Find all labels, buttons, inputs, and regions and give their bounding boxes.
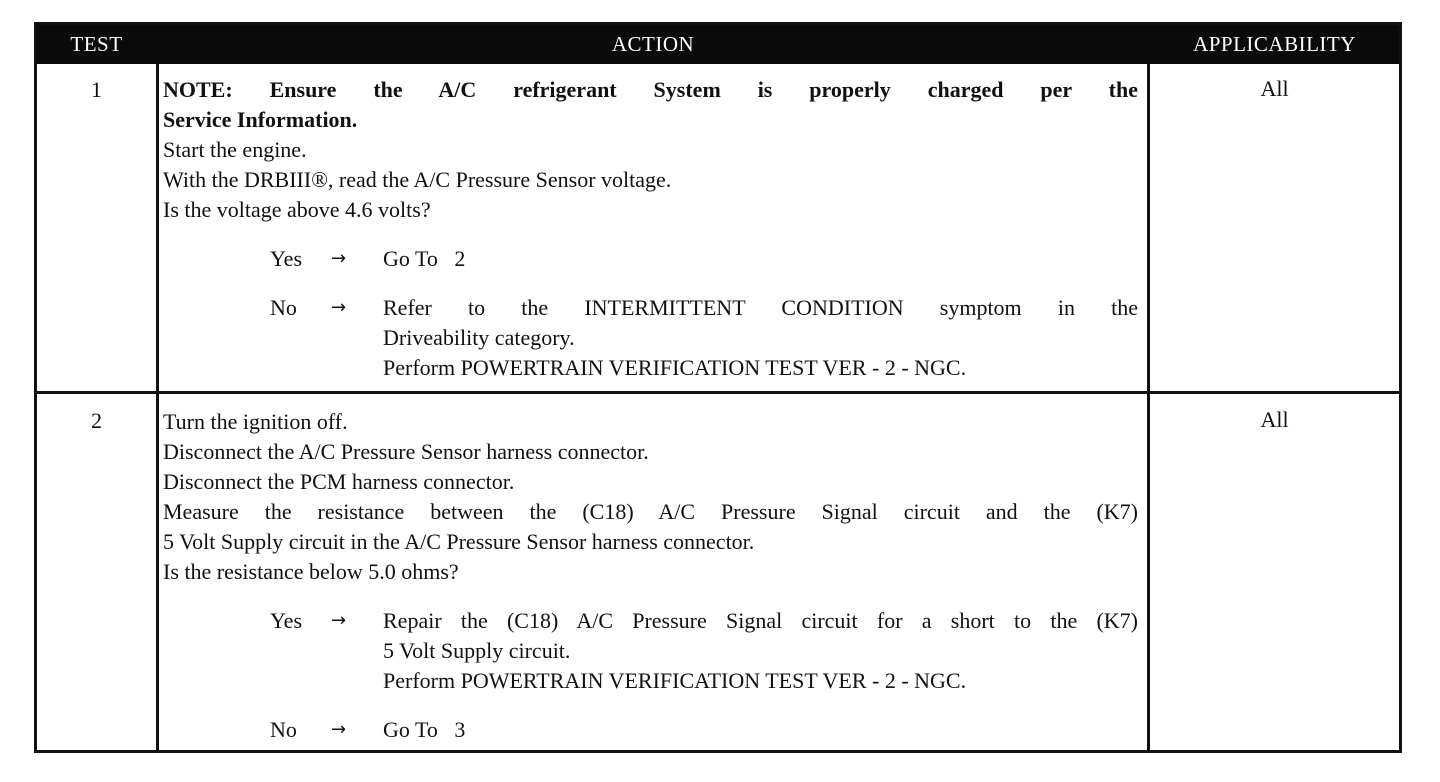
test-number: 2 bbox=[91, 408, 102, 433]
yes-label: Yes bbox=[270, 246, 303, 271]
yes-branch bbox=[163, 244, 1138, 274]
test-number: 1 bbox=[91, 77, 102, 102]
diagnostic-test-table bbox=[34, 22, 1402, 753]
step-text: Disconnect the PCM harness connector. bbox=[163, 469, 515, 494]
test-1-action bbox=[163, 75, 1138, 383]
arrow-right-icon: → bbox=[331, 610, 347, 631]
column-divider bbox=[156, 64, 159, 750]
branch-text: Go To 2 bbox=[383, 246, 466, 271]
header-applicability: APPLICABILITY bbox=[1193, 32, 1356, 56]
branch-text: Refer to the INTERMITTENT CONDITION symptom in the bbox=[383, 295, 1138, 320]
row-divider bbox=[37, 391, 1399, 394]
applicability-value: All bbox=[1260, 407, 1289, 432]
header-action: ACTION bbox=[611, 32, 695, 56]
step-text: Measure the resistance between the (C18) A/C Pressure Signal circuit and the (K7) bbox=[163, 499, 1138, 524]
step-text: Turn the ignition off. bbox=[163, 409, 348, 434]
no-branch bbox=[163, 715, 1138, 745]
branch-text: Perform POWERTRAIN VERIFICATION TEST VER - 2 - NGC. bbox=[383, 355, 967, 380]
branch-text: Repair the (C18) A/C Pressure Signal circuit for a short to the (K7) bbox=[383, 608, 1138, 633]
step-text: 5 Volt Supply circuit in the A/C Pressure Sensor harness connector. bbox=[163, 529, 755, 554]
branch-text: Perform POWERTRAIN VERIFICATION TEST VER - 2 - NGC. bbox=[383, 668, 967, 693]
table-header bbox=[37, 25, 1399, 64]
applicability-value: All bbox=[1260, 76, 1289, 101]
yes-branch bbox=[163, 606, 1138, 696]
arrow-right-icon: → bbox=[331, 297, 347, 318]
yes-label: Yes bbox=[270, 608, 303, 633]
no-label: No bbox=[270, 295, 297, 320]
note-text: NOTE: Ensure the A/C refrigerant System is properly charged per the bbox=[163, 77, 1138, 102]
no-branch bbox=[163, 293, 1138, 383]
note-text: Service Information. bbox=[163, 107, 358, 132]
branch-text: Go To 3 bbox=[383, 717, 466, 742]
arrow-right-icon: → bbox=[331, 248, 347, 269]
branch-text: 5 Volt Supply circuit. bbox=[383, 638, 571, 663]
step-text: Is the resistance below 5.0 ohms? bbox=[163, 559, 459, 584]
branch-text: Driveability category. bbox=[383, 325, 575, 350]
test-2-action bbox=[163, 407, 1138, 745]
step-text: Start the engine. bbox=[163, 137, 307, 162]
no-label: No bbox=[270, 717, 297, 742]
arrow-right-icon: → bbox=[331, 719, 347, 740]
header-test: TEST bbox=[70, 32, 123, 56]
step-text: Disconnect the A/C Pressure Sensor harness connector. bbox=[163, 439, 649, 464]
step-text: With the DRBIII®, read the A/C Pressure Sensor voltage. bbox=[163, 167, 672, 192]
step-text: Is the voltage above 4.6 volts? bbox=[163, 197, 431, 222]
